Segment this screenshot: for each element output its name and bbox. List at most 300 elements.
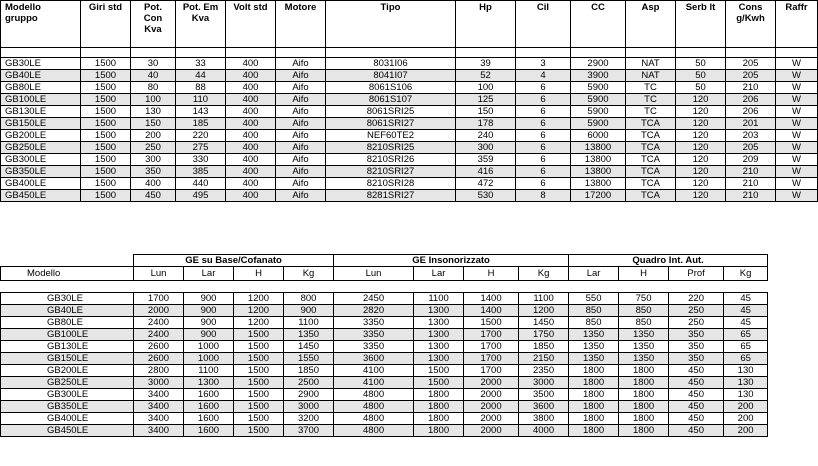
- subheader-cell: Kg: [724, 267, 768, 281]
- subheader-row: [1, 267, 768, 281]
- table-cell: 40: [131, 70, 176, 82]
- table-cell: 3800: [519, 413, 569, 425]
- table-cell: 1450: [284, 341, 334, 353]
- model-cell: GB200LE: [1, 365, 134, 377]
- table-cell: W: [776, 178, 818, 190]
- table-cell: 1800: [619, 425, 669, 437]
- table-cell: 900: [284, 305, 334, 317]
- table-cell: 3000: [134, 377, 184, 389]
- header-motore: Motore: [276, 1, 326, 48]
- table-row: [1, 365, 768, 377]
- header-pot-con: Pot. Con Kva: [131, 1, 176, 48]
- table-cell: 1500: [81, 166, 131, 178]
- table-cell: Aifo: [276, 106, 326, 118]
- table-cell: 4: [516, 70, 571, 82]
- table-cell: 100: [456, 82, 516, 94]
- spacer-row: [1, 48, 818, 58]
- model-cell: GB30LE: [1, 293, 134, 305]
- table-cell: 3200: [284, 413, 334, 425]
- subheader-cell: Kg: [519, 267, 569, 281]
- table-cell: 1800: [414, 389, 464, 401]
- table-cell: 1500: [234, 401, 284, 413]
- table-cell: 850: [569, 317, 619, 329]
- table-row: [1, 166, 818, 178]
- group-header-row: [1, 255, 768, 267]
- table-cell: 4100: [334, 377, 414, 389]
- table-cell: 3000: [519, 377, 569, 389]
- table-cell: 1800: [569, 413, 619, 425]
- table-cell: 1850: [519, 341, 569, 353]
- table-cell: 205: [726, 70, 776, 82]
- table-cell: 1350: [619, 353, 669, 365]
- table-cell: 400: [226, 154, 276, 166]
- table-cell: 2900: [571, 58, 626, 70]
- table-cell: W: [776, 82, 818, 94]
- table-cell: 3350: [334, 341, 414, 353]
- table-cell: 2400: [134, 317, 184, 329]
- table-cell: 350: [669, 353, 724, 365]
- table-cell: 125: [456, 94, 516, 106]
- model-cell: GB130LE: [1, 106, 81, 118]
- model-cell: GB100LE: [1, 94, 81, 106]
- table-row: [1, 353, 768, 365]
- table-cell: TCA: [626, 166, 676, 178]
- table-cell: 200: [724, 413, 768, 425]
- model-cell: GB150LE: [1, 353, 134, 365]
- table-cell: TCA: [626, 154, 676, 166]
- group-insonorizzato: GE Insonorizzato: [334, 255, 569, 267]
- table-cell: 416: [456, 166, 516, 178]
- table-cell: 900: [184, 305, 234, 317]
- table-cell: 3350: [334, 317, 414, 329]
- table-cell: 1350: [619, 341, 669, 353]
- table-cell: 1500: [81, 106, 131, 118]
- table-cell: 120: [676, 106, 726, 118]
- table-cell: 5900: [571, 118, 626, 130]
- table-cell: 450: [669, 401, 724, 413]
- table-row: [1, 317, 768, 329]
- table-cell: 203: [726, 130, 776, 142]
- table-cell: 1600: [184, 413, 234, 425]
- table-cell: 450: [669, 365, 724, 377]
- table-cell: 1500: [81, 94, 131, 106]
- model-cell: GB450LE: [1, 190, 81, 202]
- table-cell: 150: [131, 118, 176, 130]
- model-cell: GB300LE: [1, 154, 81, 166]
- table-row: [1, 94, 818, 106]
- table-cell: 65: [724, 353, 768, 365]
- table-cell: 850: [569, 305, 619, 317]
- table-cell: 4800: [334, 401, 414, 413]
- subheader-cell: Prof: [669, 267, 724, 281]
- header-cc: CC: [571, 1, 626, 48]
- table-cell: 210: [726, 166, 776, 178]
- table-cell: 33: [176, 58, 226, 70]
- table-cell: 100: [131, 94, 176, 106]
- subheader-cell: Lun: [134, 267, 184, 281]
- table-cell: 3900: [571, 70, 626, 82]
- table-cell: 1800: [414, 413, 464, 425]
- table-cell: W: [776, 94, 818, 106]
- table-cell: 13800: [571, 166, 626, 178]
- table-cell: 495: [176, 190, 226, 202]
- table-cell: 3: [516, 58, 571, 70]
- table-cell: 8061S106: [326, 82, 456, 94]
- table-cell: 201: [726, 118, 776, 130]
- table-cell: 1350: [619, 329, 669, 341]
- table-cell: 50: [676, 82, 726, 94]
- model-cell: GB80LE: [1, 82, 81, 94]
- table-cell: Aifo: [276, 130, 326, 142]
- table-cell: 750: [619, 293, 669, 305]
- table-cell: 1100: [519, 293, 569, 305]
- table-cell: 3600: [334, 353, 414, 365]
- table-cell: 1500: [234, 377, 284, 389]
- table-cell: 8210SRI28: [326, 178, 456, 190]
- table-cell: 120: [676, 142, 726, 154]
- table-cell: 250: [669, 305, 724, 317]
- table-cell: 350: [131, 166, 176, 178]
- table-cell: 385: [176, 166, 226, 178]
- subheader-cell: H: [619, 267, 669, 281]
- table-row: [1, 377, 768, 389]
- table-cell: W: [776, 106, 818, 118]
- table-cell: Aifo: [276, 70, 326, 82]
- table-cell: NAT: [626, 58, 676, 70]
- table-cell: 185: [176, 118, 226, 130]
- table-cell: 1300: [414, 305, 464, 317]
- table-cell: 1500: [81, 154, 131, 166]
- table-row: [1, 389, 768, 401]
- table-cell: 1200: [234, 293, 284, 305]
- header-hp: Hp: [456, 1, 516, 48]
- table-cell: 1500: [234, 413, 284, 425]
- table-cell: 13800: [571, 154, 626, 166]
- table-cell: 1500: [234, 365, 284, 377]
- table-cell: 200: [724, 425, 768, 437]
- table-cell: 1300: [414, 329, 464, 341]
- group-quadro: Quadro Int. Aut.: [569, 255, 768, 267]
- subheader-cell: Lar: [414, 267, 464, 281]
- table-cell: 210: [726, 190, 776, 202]
- table-row: [1, 82, 818, 94]
- table-cell: 8041I07: [326, 70, 456, 82]
- header-pot-em: Pot. Em Kva: [176, 1, 226, 48]
- table-cell: 120: [676, 94, 726, 106]
- table-cell: 1500: [414, 377, 464, 389]
- table-cell: 52: [456, 70, 516, 82]
- table-cell: 1100: [414, 293, 464, 305]
- table-cell: 206: [726, 106, 776, 118]
- table-cell: 206: [726, 94, 776, 106]
- table-cell: 50: [676, 58, 726, 70]
- specs-table: [0, 0, 818, 202]
- model-cell: GB350LE: [1, 401, 134, 413]
- table-cell: 130: [724, 389, 768, 401]
- subheader-cell: H: [464, 267, 519, 281]
- table-cell: 45: [724, 305, 768, 317]
- table-cell: TCA: [626, 178, 676, 190]
- table-cell: TC: [626, 106, 676, 118]
- table-cell: 8061SRI25: [326, 106, 456, 118]
- table-row: [1, 190, 818, 202]
- table-cell: 1300: [414, 353, 464, 365]
- table-cell: 2350: [519, 365, 569, 377]
- table-cell: 210: [726, 82, 776, 94]
- table-cell: 8061S107: [326, 94, 456, 106]
- specs-header-row: [1, 1, 818, 48]
- table-cell: 2150: [519, 353, 569, 365]
- table-cell: 1700: [464, 365, 519, 377]
- table-cell: 80: [131, 82, 176, 94]
- table-cell: 1500: [81, 142, 131, 154]
- table-cell: W: [776, 58, 818, 70]
- table-cell: 400: [226, 82, 276, 94]
- table-cell: TCA: [626, 142, 676, 154]
- table-cell: W: [776, 118, 818, 130]
- table-cell: 1700: [464, 353, 519, 365]
- table-cell: 400: [226, 94, 276, 106]
- table-cell: 200: [131, 130, 176, 142]
- table-cell: Aifo: [276, 58, 326, 70]
- table-cell: 6: [516, 154, 571, 166]
- table-cell: 2500: [284, 377, 334, 389]
- table-cell: 400: [226, 118, 276, 130]
- table-cell: 1500: [81, 82, 131, 94]
- table-cell: 300: [131, 154, 176, 166]
- subheader-cell: Lun: [334, 267, 414, 281]
- table-cell: W: [776, 70, 818, 82]
- table-cell: 120: [676, 178, 726, 190]
- table-row: [1, 401, 768, 413]
- table-cell: 8210SRI27: [326, 166, 456, 178]
- table-cell: 65: [724, 329, 768, 341]
- table-cell: 1000: [184, 341, 234, 353]
- model-cell: GB350LE: [1, 166, 81, 178]
- table-cell: 1500: [234, 329, 284, 341]
- table-cell: TCA: [626, 118, 676, 130]
- table-cell: 6000: [571, 130, 626, 142]
- table-cell: W: [776, 166, 818, 178]
- table-row: [1, 118, 818, 130]
- table-cell: 2000: [464, 377, 519, 389]
- table-cell: 900: [184, 329, 234, 341]
- table-cell: 3400: [134, 413, 184, 425]
- header-volt: Volt std: [226, 1, 276, 48]
- table-cell: 4800: [334, 389, 414, 401]
- table-cell: 130: [724, 377, 768, 389]
- table-cell: 450: [669, 377, 724, 389]
- table-cell: 88: [176, 82, 226, 94]
- table-cell: 400: [226, 166, 276, 178]
- table-row: [1, 154, 818, 166]
- table-cell: 44: [176, 70, 226, 82]
- dimensions-table: [0, 254, 768, 437]
- subheader-cell: H: [234, 267, 284, 281]
- table-cell: 3400: [134, 425, 184, 437]
- subheader-modello: Modello: [1, 267, 134, 281]
- table-cell: 1000: [184, 353, 234, 365]
- model-cell: GB400LE: [1, 178, 81, 190]
- table-cell: Aifo: [276, 142, 326, 154]
- table-cell: 130: [724, 365, 768, 377]
- table-cell: 1400: [464, 293, 519, 305]
- table-cell: 1600: [184, 389, 234, 401]
- table-cell: 8210SRI25: [326, 142, 456, 154]
- table-cell: 2820: [334, 305, 414, 317]
- table-cell: 1500: [234, 425, 284, 437]
- table-cell: NEF60TE2: [326, 130, 456, 142]
- table-cell: 400: [226, 142, 276, 154]
- table-cell: 143: [176, 106, 226, 118]
- table-cell: 209: [726, 154, 776, 166]
- table-cell: 30: [131, 58, 176, 70]
- subheader-cell: Lar: [184, 267, 234, 281]
- table-cell: 205: [726, 142, 776, 154]
- table-cell: 39: [456, 58, 516, 70]
- table-cell: W: [776, 154, 818, 166]
- table-cell: 2600: [134, 341, 184, 353]
- table-cell: TC: [626, 94, 676, 106]
- table-cell: 4800: [334, 413, 414, 425]
- table-cell: 120: [676, 166, 726, 178]
- table-cell: 8061SRI27: [326, 118, 456, 130]
- table-cell: 65: [724, 341, 768, 353]
- table-cell: 1800: [619, 377, 669, 389]
- table-cell: 4000: [519, 425, 569, 437]
- table-cell: 1500: [414, 365, 464, 377]
- table-cell: 1200: [234, 317, 284, 329]
- header-cil: Cil: [516, 1, 571, 48]
- model-cell: GB80LE: [1, 317, 134, 329]
- table-cell: 330: [176, 154, 226, 166]
- table-cell: W: [776, 142, 818, 154]
- table-cell: Aifo: [276, 178, 326, 190]
- table-cell: 6: [516, 106, 571, 118]
- table-cell: 1750: [519, 329, 569, 341]
- table-cell: 1500: [234, 389, 284, 401]
- table-cell: 800: [284, 293, 334, 305]
- table-cell: 1800: [569, 365, 619, 377]
- header-serb: Serb lt: [676, 1, 726, 48]
- table-cell: 450: [669, 389, 724, 401]
- table-cell: 1350: [569, 341, 619, 353]
- table-cell: 1350: [284, 329, 334, 341]
- table-cell: 2000: [464, 425, 519, 437]
- table-cell: 1200: [234, 305, 284, 317]
- subheader-cell: Kg: [284, 267, 334, 281]
- table-cell: 450: [669, 425, 724, 437]
- table-cell: 1100: [284, 317, 334, 329]
- table-cell: 2450: [334, 293, 414, 305]
- table-cell: 2900: [284, 389, 334, 401]
- table-cell: 220: [176, 130, 226, 142]
- model-cell: GB400LE: [1, 413, 134, 425]
- table-cell: 1850: [284, 365, 334, 377]
- table-cell: 120: [676, 130, 726, 142]
- table-cell: 1800: [619, 401, 669, 413]
- table-cell: Aifo: [276, 82, 326, 94]
- table-cell: 1300: [414, 317, 464, 329]
- table-cell: 1500: [464, 317, 519, 329]
- table-cell: Aifo: [276, 94, 326, 106]
- table-cell: 3000: [284, 401, 334, 413]
- table-cell: 850: [619, 305, 669, 317]
- table-cell: 6: [516, 82, 571, 94]
- table-cell: 6: [516, 118, 571, 130]
- table-cell: 400: [226, 70, 276, 82]
- table-cell: 1300: [414, 341, 464, 353]
- table-cell: 1800: [619, 389, 669, 401]
- table-row: [1, 130, 818, 142]
- model-cell: GB100LE: [1, 329, 134, 341]
- table-cell: 1500: [234, 353, 284, 365]
- table-cell: 3500: [519, 389, 569, 401]
- table-cell: 1450: [519, 317, 569, 329]
- table-cell: 120: [676, 118, 726, 130]
- table-cell: 440: [176, 178, 226, 190]
- table-cell: 1700: [464, 341, 519, 353]
- header-raffr: Raffr: [776, 1, 818, 48]
- table-cell: 110: [176, 94, 226, 106]
- table-cell: TC: [626, 82, 676, 94]
- table-cell: 250: [669, 317, 724, 329]
- header-giri: Giri std: [81, 1, 131, 48]
- table-cell: 17200: [571, 190, 626, 202]
- table-cell: Aifo: [276, 190, 326, 202]
- header-tipo: Tipo: [326, 1, 456, 48]
- model-cell: GB450LE: [1, 425, 134, 437]
- table-cell: 8210SRI26: [326, 154, 456, 166]
- table-cell: 1350: [569, 353, 619, 365]
- table-cell: 3400: [134, 401, 184, 413]
- table-cell: 1500: [81, 118, 131, 130]
- table-cell: 1800: [569, 425, 619, 437]
- table-cell: 205: [726, 58, 776, 70]
- table-cell: 1100: [184, 365, 234, 377]
- table-cell: 1800: [569, 389, 619, 401]
- table-cell: 13800: [571, 142, 626, 154]
- table-row: [1, 106, 818, 118]
- table-cell: 5900: [571, 82, 626, 94]
- table-row: [1, 178, 818, 190]
- table-cell: 900: [184, 317, 234, 329]
- table-cell: 3400: [134, 389, 184, 401]
- table-cell: 6: [516, 94, 571, 106]
- model-cell: GB250LE: [1, 377, 134, 389]
- table-cell: Aifo: [276, 118, 326, 130]
- table-cell: 400: [131, 178, 176, 190]
- table-cell: TCA: [626, 130, 676, 142]
- table-cell: TCA: [626, 190, 676, 202]
- table-cell: 1500: [81, 58, 131, 70]
- table-cell: 1500: [81, 130, 131, 142]
- table-cell: 3350: [334, 329, 414, 341]
- table-cell: 50: [676, 70, 726, 82]
- table-cell: W: [776, 190, 818, 202]
- model-cell: GB300LE: [1, 389, 134, 401]
- table-cell: 1500: [81, 70, 131, 82]
- table-cell: NAT: [626, 70, 676, 82]
- table-cell: 178: [456, 118, 516, 130]
- table-cell: 6: [516, 166, 571, 178]
- header-cons: Cons g/Kwh: [726, 1, 776, 48]
- table-cell: 1800: [414, 425, 464, 437]
- model-cell: GB250LE: [1, 142, 81, 154]
- table-cell: 5900: [571, 106, 626, 118]
- table-cell: 1500: [234, 341, 284, 353]
- table-row: [1, 58, 818, 70]
